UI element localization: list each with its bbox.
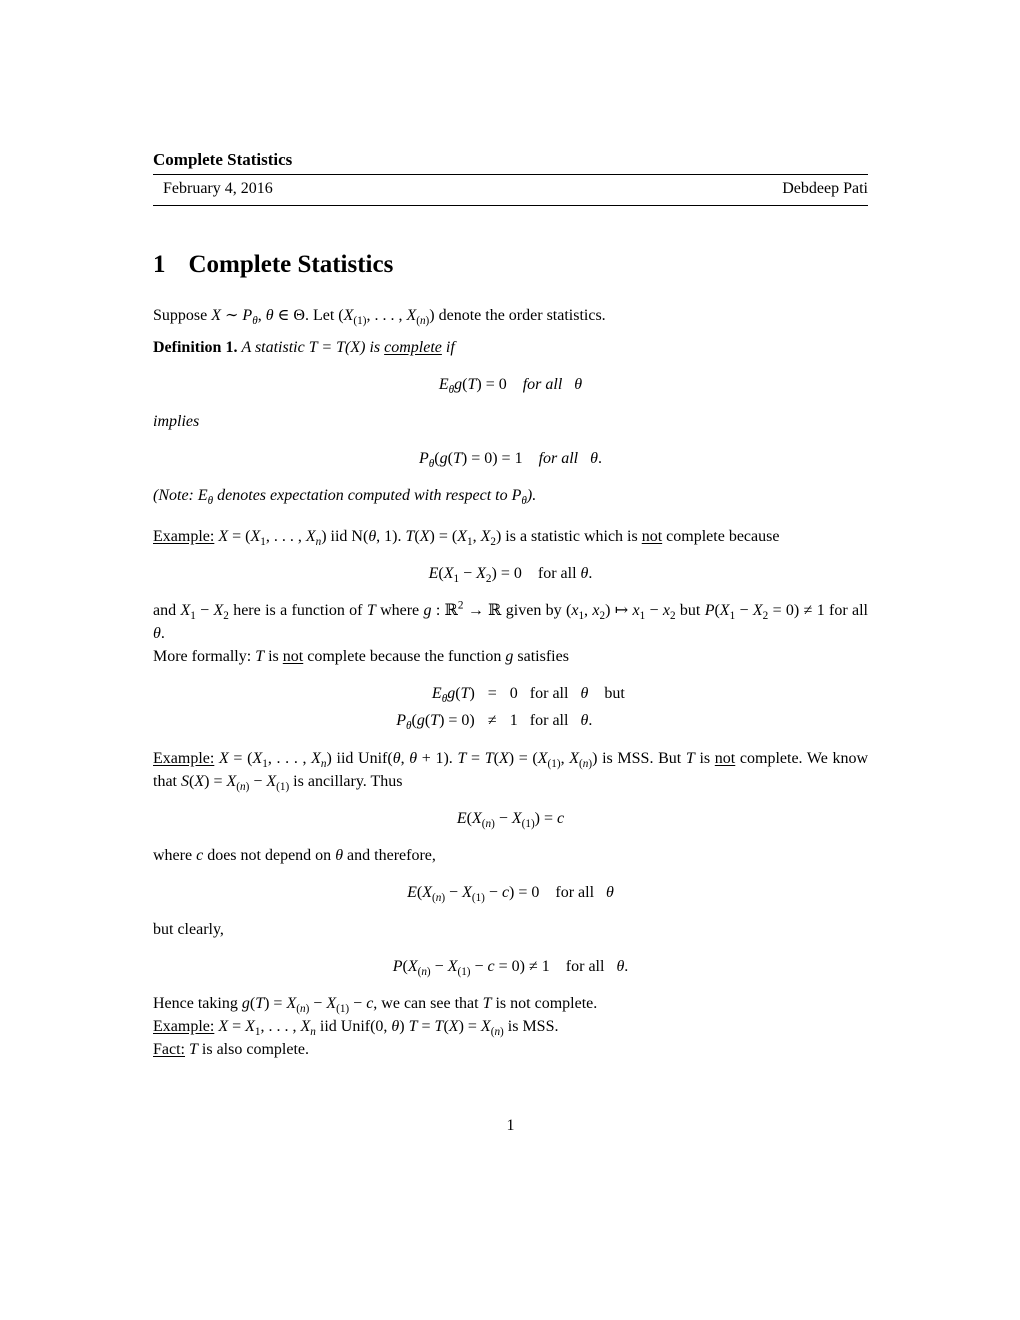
header-divider-bottom: [153, 205, 868, 206]
formula-completeness-condition: $E_\theta g(T) = 0$ for all θ: [438, 376, 583, 397]
example-uniform: Example: $X = (X_1$, . . . , $X_n$) iid Unif(θ, θ + 1). $T = T(X) = (X_{(1)}$, $X_{(n)}$) is MSS. But T is not complete. We know that $S(X) = X_{(n)} - X_{(1)}$ is ancillary. Thus: [153, 750, 869, 794]
formula-lhs: $P_\theta(g(T) = 0)$: [396, 712, 475, 733]
document-date: February 4, 2016: [163, 180, 273, 197]
paragraph-intro: Suppose X ∼ $P_\theta$, θ ∈ Θ. Let ($X_{(1)}$, . . . , $X_{(n)}$) denote the order statistics.: [153, 307, 606, 328]
formula-probability-not-one: $P(X_{(n)} - X_{(1)} - c = 0) \ne 1$ for all θ.: [392, 958, 629, 979]
paragraph-hence: Hence taking $g(T) = X_{(n)} - X_{(1)} - c$, we can see that T is not complete.: [153, 995, 598, 1016]
example-uniform-zero-theta: Example: $X = X_1$, . . . , $X_n$ iid Unif(0, θ) $T = T(X) = X_{(n)}$ is MSS.: [153, 1018, 559, 1039]
formula-rhs: 0 for all θ but: [509, 685, 625, 702]
page-header: [153, 150, 868, 206]
formula-relation: ≠: [487, 712, 497, 729]
definition-1: Definition 1. A statistic T = T(X) is complete if: [153, 339, 455, 356]
note-expectation: (Note: $E_\theta$ denotes expectation computed with respect to $P_\theta$).: [153, 487, 537, 508]
formula-example-normal: $E(X_1 - X_2) = 0$ for all θ.: [428, 565, 593, 586]
formula-implies-condition: $P_\theta(g(T) = 0) = 1$ for all θ.: [419, 450, 602, 471]
document-author: Debdeep Pati: [782, 180, 868, 197]
document-title: Complete Statistics: [153, 150, 293, 169]
page-number: 1: [506, 1117, 515, 1134]
formula-lhs: $E_\theta g(T)$: [431, 685, 475, 706]
implies-text: implies: [153, 413, 200, 430]
example-normal: Example: $X = (X_1$, . . . , $X_n$) iid N(θ, 1). $T(X) = (X_1$, $X_2$) is a statistic which is not complete because: [153, 528, 780, 549]
paragraph-function-of-t: and $X_1 - X_2$ here is a function of T where g : ℝ$^2$ → ℝ given by ($x_1$, $x_2$) ↦ $x_1 - x_2$ but $P(X_1 - X_2 = 0) \ne 1$ for all θ.: [153, 599, 869, 642]
paragraph-but-clearly: but clearly,: [153, 921, 224, 938]
paragraph-more-formally: More formally: T is not complete because the function g satisfies: [153, 648, 569, 665]
byline-row: [153, 179, 868, 199]
header-divider-top: [153, 174, 868, 175]
aligned-formula-line-1: [396, 680, 625, 707]
formula-ancillary: $E(X_{(n)} - X_{(1)}) = c$: [456, 810, 565, 831]
formula-expectation-zero: $E(X_{(n)} - X_{(1)} - c) = 0$ for all θ: [407, 884, 614, 905]
fact-complete: Fact: T is also complete.: [153, 1041, 309, 1058]
formula-relation: =: [487, 685, 497, 702]
aligned-formula-line-2: [396, 707, 625, 734]
paragraph-where-c: where c does not depend on θ and therefore,: [153, 847, 436, 864]
aligned-formula-block: [396, 680, 625, 734]
section-title: Complete Statistics: [188, 251, 394, 278]
section-heading: [153, 250, 868, 279]
formula-rhs: 1 for all θ.: [509, 712, 593, 729]
section-number: 1: [153, 251, 166, 278]
